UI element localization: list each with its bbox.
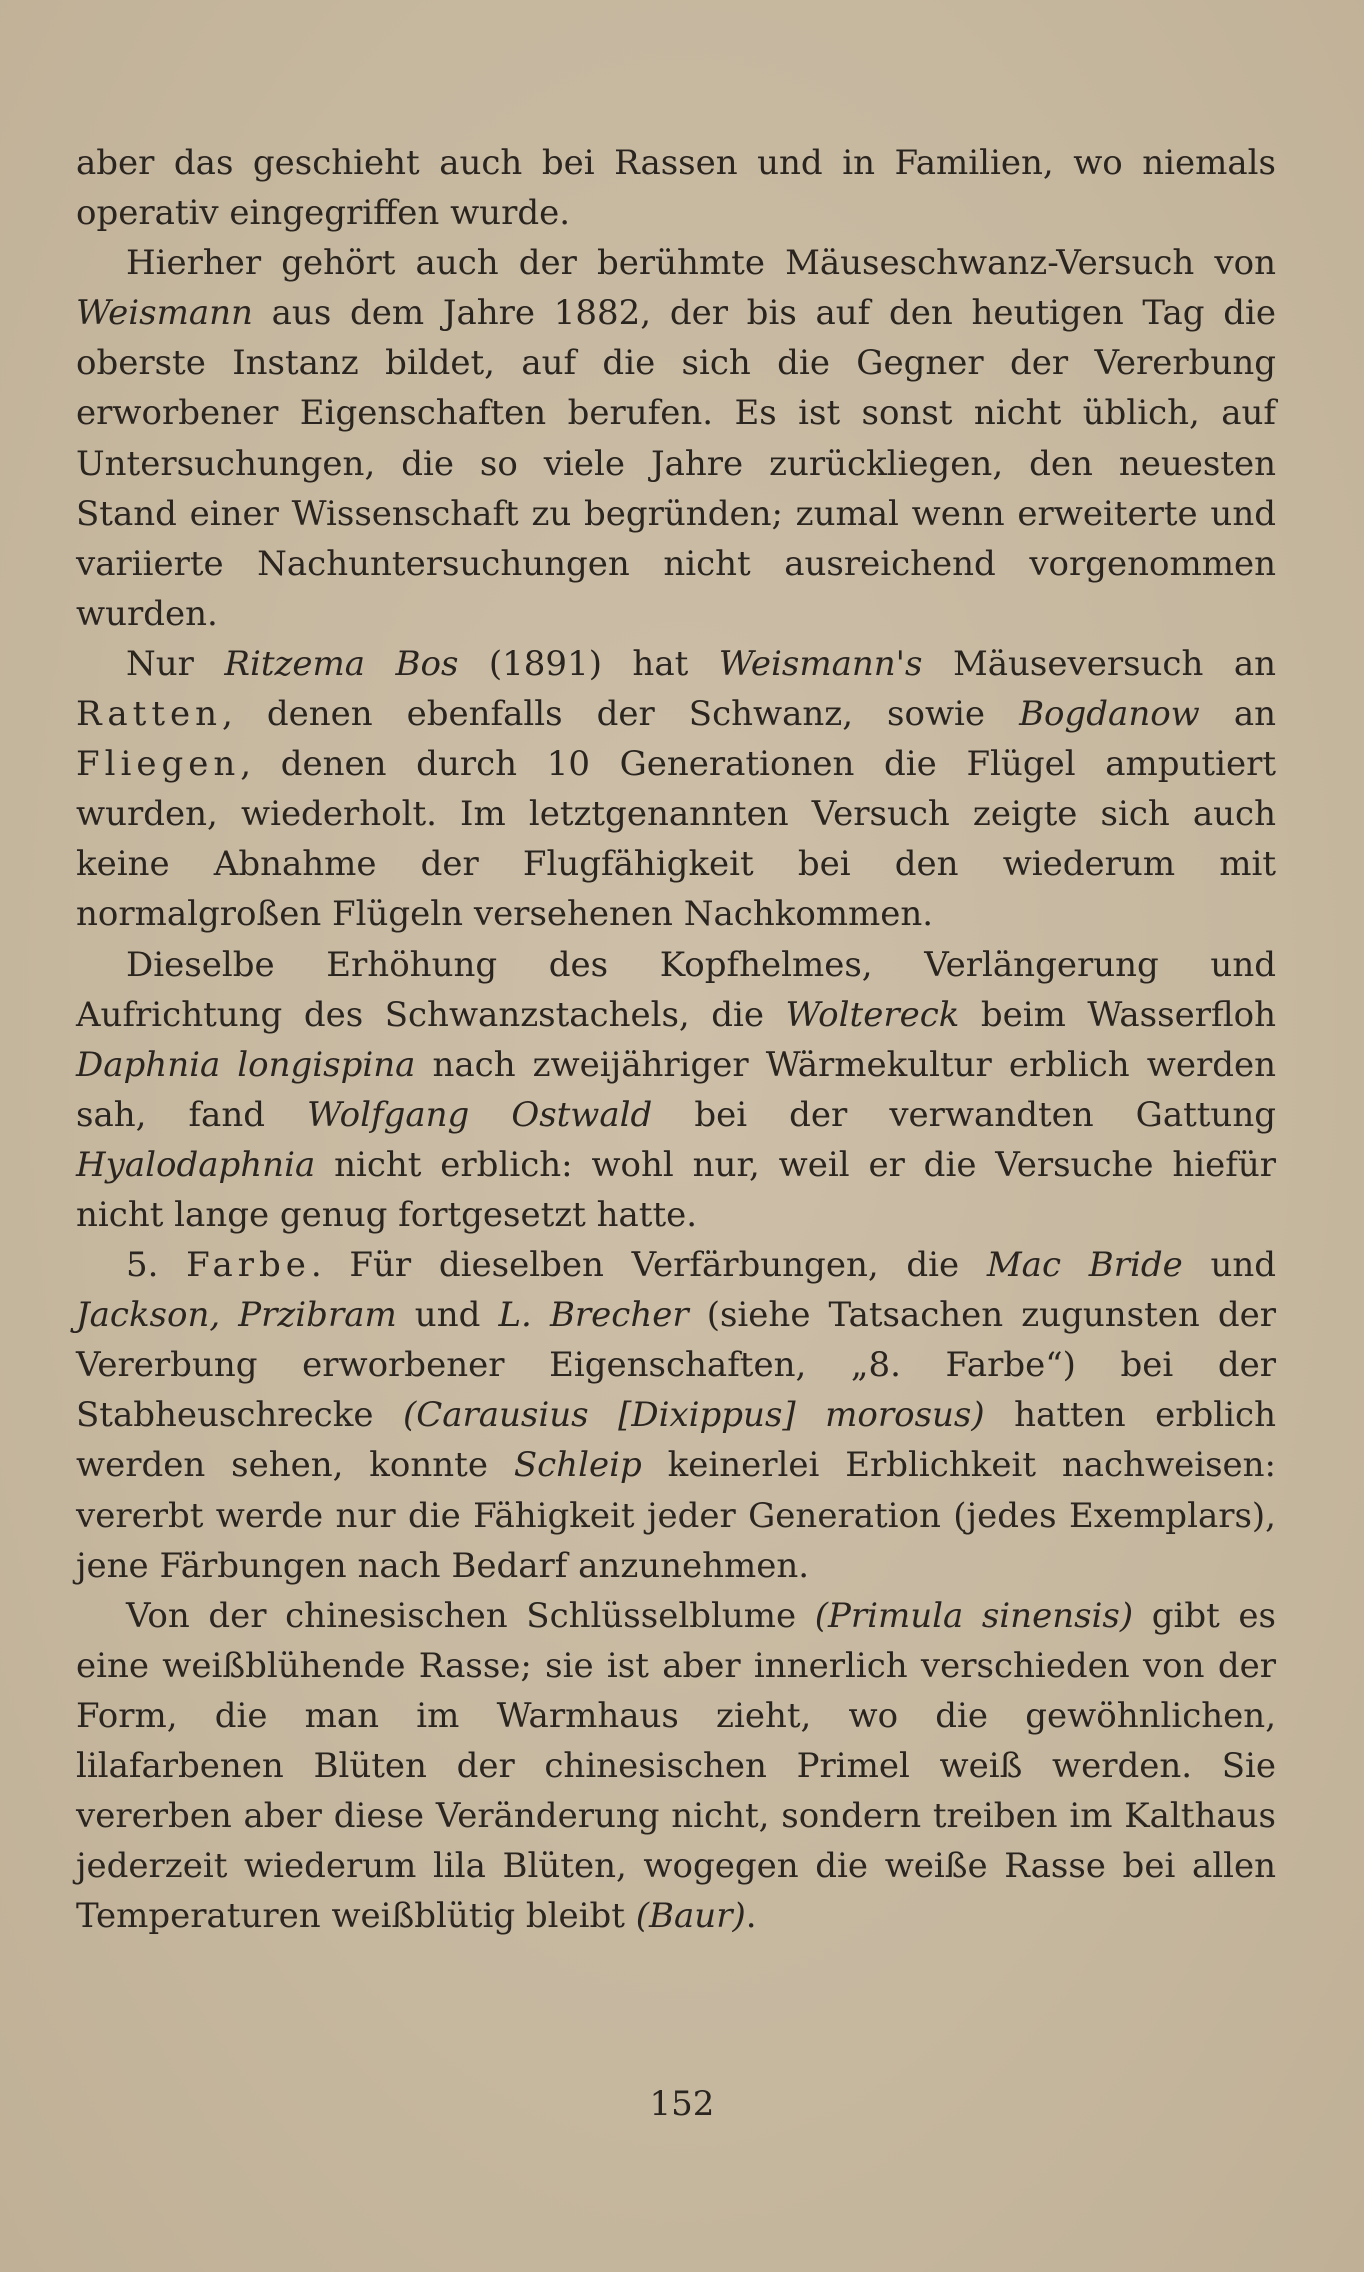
paragraph-2 xyxy=(76,238,1276,639)
text-span: Hierher gehört auch der berühmte Mäuseschwanz-Versuch von xyxy=(126,243,1276,284)
text-span: aber das geschieht auch bei Rassen und in Familien, wo niemals operativ eingegriffen wurde. xyxy=(76,143,1276,234)
text-span: , denen durch 10 Generationen die Flügel amputiert wurden, wiederholt. Im letztgenannten Versuch zeigte sich auch keine Abnahme der Flugfähigkeit bei den wiederum mit normalgroßen Flügeln versehenen Nachkommen. xyxy=(76,744,1276,935)
text-span: . xyxy=(745,1896,757,1937)
text-span: (siehe Tatsachen zugunsten der Vererbung erworbener Eigenschaften, „8. Farbe“) bei der Stabheuschrecke xyxy=(76,1295,1277,1436)
text-span: Dieselbe Erhöhung des Kopfhelmes, Verlängerung und Aufrichtung des Schwanzstachels, die xyxy=(76,944,1276,1035)
text-span: und xyxy=(1182,1245,1277,1286)
author-name: Jackson, Przibram xyxy=(76,1295,397,1336)
text-span: und xyxy=(396,1295,499,1336)
text-span: 5. xyxy=(126,1245,187,1286)
text-span: , denen ebenfalls der Schwanz, sowie xyxy=(222,694,1020,735)
genus-name: Hyalodaphnia xyxy=(76,1144,316,1185)
paragraph-6 xyxy=(76,1591,1276,1942)
text-span: bei der verwandten Gattung xyxy=(652,1094,1276,1135)
paragraph-5 xyxy=(76,1240,1276,1591)
text-span: Mäuseversuch an xyxy=(922,643,1276,684)
author-name: Weismann xyxy=(76,293,253,334)
text-span: (1891) hat xyxy=(458,643,719,684)
body-text xyxy=(76,138,1276,1941)
species-name: Daphnia longispina xyxy=(76,1044,416,1085)
species-name: (Primula sinensis) xyxy=(814,1595,1134,1636)
text-span: . Für dieselben Verfärbungen, die xyxy=(310,1245,987,1286)
section-heading: Farbe xyxy=(186,1245,311,1286)
text-span: nicht erblich: wohl nur, weil er die Versuche hiefür nicht lange genug fortgesetzt hatte. xyxy=(76,1144,1276,1235)
text-span: gibt es eine weißblühende Rasse; sie ist aber innerlich verschieden von der Form, die man im Warmhaus zieht, wo die gewöhnlichen, lilafarbenen Blüten der chinesischen Primel weiß werden. Sie vererben aber diese Veränderung nicht, sondern treiben im Kalthaus jederzeit wiederum lila Blüten, wogegen die weiße Rasse bei allen Temperaturen weißblütig bleibt xyxy=(76,1595,1276,1937)
author-name: Ritzema Bos xyxy=(224,643,459,684)
author-name: Bogdanow xyxy=(1019,694,1200,735)
spaced-term: Ratten xyxy=(76,694,222,735)
text-span: Nur xyxy=(126,643,225,684)
paragraph-4 xyxy=(76,940,1276,1241)
text-span: Von der chinesischen Schlüsselblume xyxy=(126,1595,815,1636)
spaced-term: Fliegen xyxy=(76,744,241,785)
paragraph-3 xyxy=(76,639,1276,940)
author-name: Wolfgang Ostwald xyxy=(307,1094,653,1135)
author-name: Mac Bride xyxy=(986,1245,1183,1286)
text-span: keinerlei Erblichkeit nachweisen: vererbt werde nur die Fähigkeit jeder Generation (jedes Exemplars), jene Färbungen nach Bedarf anzunehmen. xyxy=(76,1445,1276,1586)
author-name: L. Brecher xyxy=(498,1295,689,1336)
text-span: beim Wasserfloh xyxy=(959,994,1276,1035)
text-span: nach zweijähriger Wärmekultur erblich werden sah, fand xyxy=(76,1044,1276,1135)
species-name: (Carausius [Dixippus] morosus) xyxy=(402,1395,985,1436)
paragraph-1 xyxy=(76,138,1276,238)
author-name: (Baur) xyxy=(635,1896,746,1937)
text-span: aus dem Jahre 1882, der bis auf den heutigen Tag die oberste Instanz bildet, auf die sich die Gegner der Vererbung erworbener Eigenschaften berufen. Es ist sonst nicht üblich, auf Untersuchungen, die so viele Jahre zurückliegen, den neuesten Stand einer Wissenschaft zu begründen; zumal wenn erweiterte und variierte Nachuntersuchungen nicht ausreichend vorgenommen wurden. xyxy=(76,293,1276,634)
text-span: an xyxy=(1199,694,1276,735)
author-name: Schleip xyxy=(513,1445,642,1486)
author-name: Woltereck xyxy=(785,994,960,1035)
page-number: 152 xyxy=(649,2084,715,2124)
author-name: Weismann's xyxy=(718,643,923,684)
text-span: hatten erblich werden sehen, konnte xyxy=(76,1395,1276,1486)
